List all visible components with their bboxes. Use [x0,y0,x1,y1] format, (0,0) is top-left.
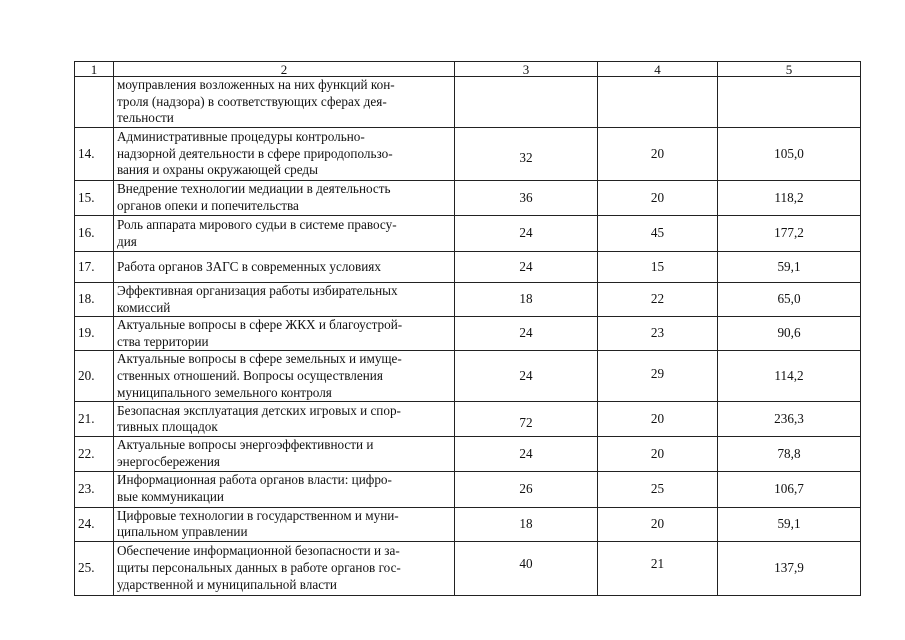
value: 26 [519,480,533,496]
row-col5 [718,77,861,128]
row-col3 [455,317,598,351]
header-cell-2: 2 [114,62,455,77]
row-col5 [718,437,861,471]
row-title-line: надзорной деятельности в сфере природопользо- [117,145,393,161]
row-col3 [455,351,598,402]
table-row [75,128,861,181]
table-row [75,402,861,437]
table-row [75,181,861,216]
row-title-line: Обеспечение информационной безопасности и за- [117,543,400,559]
value: 15 [650,258,665,274]
row-col5 [718,541,861,595]
header-cell-4: 4 [598,62,718,77]
row-col5 [718,283,861,317]
row-col5 [718,471,861,507]
row-col3 [455,402,598,437]
row-col4 [598,402,718,437]
value: 20 [650,411,665,427]
value: 18 [519,515,533,531]
row-number [75,77,114,128]
row-title-line: Актуальные вопросы в сфере ЖКХ и благоустрой- [117,317,403,333]
value: 23 [650,325,665,341]
header-cell-3: 3 [455,62,598,77]
row-col3 [455,181,598,216]
row-col4 [598,541,718,595]
row-title-line: ственных отношений. Вопросы осуществления [117,368,383,384]
table-row [75,317,861,351]
row-title-line: вания и охраны окружающей среды [117,162,318,178]
row-number: 14. [75,128,114,181]
value: 137,9 [774,559,804,575]
header-cell-1: 1 [75,62,114,77]
row-col4 [598,283,718,317]
row-title-line: моуправления возложенных на них функций кон- [117,77,395,93]
table-header-row [75,62,861,77]
table-row [75,216,861,252]
courses-table [74,61,861,596]
row-number: 16. [75,216,114,252]
value: 20 [650,515,665,531]
row-col4 [598,252,718,283]
row-title-line: дия [117,233,137,249]
value: 59,1 [777,515,801,531]
row-title-line: ципальном управлении [117,524,248,540]
row-title-line: Внедрение технологии медиации в деятельность [117,181,391,197]
value: 236,3 [774,411,804,427]
row-col3 [455,541,598,595]
value: 20 [650,145,665,161]
row-title-line: Административные процедуры контрольно- [117,129,365,145]
row-title-line: троля (надзора) в соответствующих сферах дея- [117,93,387,109]
row-col4 [598,507,718,541]
row-title-line: Актуальные вопросы энергоэффективности и [117,437,374,453]
row-number: 18. [75,283,114,317]
row-col5 [718,128,861,181]
row-title [114,181,455,216]
row-col4 [598,437,718,471]
row-title-line: Эффективная организация работы избирательных [117,283,398,298]
row-title-line: Актуальные вопросы в сфере земельных и имуще- [117,351,402,367]
value: 45 [650,225,665,241]
row-col3 [455,216,598,252]
value: 59,1 [777,258,801,274]
row-title [114,351,455,402]
value: 21 [650,555,665,571]
value: 24 [519,368,533,384]
row-col4 [598,351,718,402]
row-title-line: органов опеки и попечительства [117,198,299,213]
table-row [75,507,861,541]
table-row [75,351,861,402]
row-title-line: тивных площадок [117,419,218,435]
row-col4 [598,128,718,181]
row-number: 24. [75,507,114,541]
value: 106,7 [774,480,804,496]
row-col5 [718,351,861,402]
value: 18 [519,291,533,307]
table-row-continued [75,77,861,128]
row-col4 [598,181,718,216]
row-title-line: Информационная работа органов власти: цифро- [117,472,392,488]
value: 105,0 [774,145,804,161]
row-title [114,402,455,437]
row-number: 19. [75,317,114,351]
row-number: 20. [75,351,114,402]
table-row [75,437,861,471]
row-title-line: Роль аппарата мирового судьи в системе правосу- [117,216,397,232]
value: 24 [519,225,533,241]
row-col4 [598,77,718,128]
row-title-line: тельности [117,110,174,126]
row-title-line: вые коммуникации [117,489,224,505]
row-title-line: Безопасная эксплуатация детских игровых и спор- [117,402,401,418]
row-col5 [718,252,861,283]
row-title [114,471,455,507]
row-col4 [598,216,718,252]
row-number: 23. [75,471,114,507]
value: 72 [519,415,533,431]
value: 90,6 [777,325,801,341]
value: 25 [650,480,665,496]
row-title [114,128,455,181]
row-number: 15. [75,181,114,216]
header-cell-5: 5 [718,62,861,77]
value: 24 [519,445,533,461]
row-number: 25. [75,541,114,595]
value: 24 [519,325,533,341]
value: 24 [519,258,533,274]
row-col4 [598,317,718,351]
value: 114,2 [774,368,804,384]
row-title [114,507,455,541]
value: 20 [650,445,665,461]
row-title [114,216,455,252]
row-col3 [455,252,598,283]
row-title-line: Работа органов ЗАГС в современных условиях [117,258,381,274]
row-col3 [455,77,598,128]
row-title [114,437,455,471]
row-title [114,252,455,283]
row-title-line: Цифровые технологии в государственном и муни- [117,507,399,523]
row-col5 [718,317,861,351]
table-row [75,252,861,283]
row-col5 [718,402,861,437]
row-col3 [455,507,598,541]
table-row [75,471,861,507]
value: 177,2 [774,225,804,241]
value: 65,0 [777,291,801,307]
row-title-line: ударственной и муниципальной власти [117,576,337,592]
row-number: 22. [75,437,114,471]
row-number: 21. [75,402,114,437]
value: 36 [519,189,533,205]
value: 32 [519,149,533,165]
row-title [114,283,455,317]
row-col5 [718,216,861,252]
row-col3 [455,283,598,317]
table-row [75,283,861,317]
row-col4 [598,471,718,507]
value: 78,8 [777,445,801,461]
row-col3 [455,437,598,471]
row-title [114,541,455,595]
value: 20 [650,189,665,205]
row-title-line: энергосбережения [117,453,220,469]
row-title-line: муниципального земельного контроля [117,384,332,400]
row-col3 [455,471,598,507]
table-row [75,541,861,595]
row-title-line: щиты персональных данных в работе органов гос- [117,559,401,575]
row-col5 [718,507,861,541]
row-col5 [718,181,861,216]
row-number: 17. [75,252,114,283]
row-title [114,317,455,351]
row-title-line: комиссий [117,299,171,315]
row-title [114,77,455,128]
row-title-line: ства территории [117,333,209,349]
row-col3 [455,128,598,181]
value: 40 [519,555,533,571]
value: 118,2 [774,189,804,205]
value: 22 [650,291,665,307]
value: 29 [650,366,665,382]
